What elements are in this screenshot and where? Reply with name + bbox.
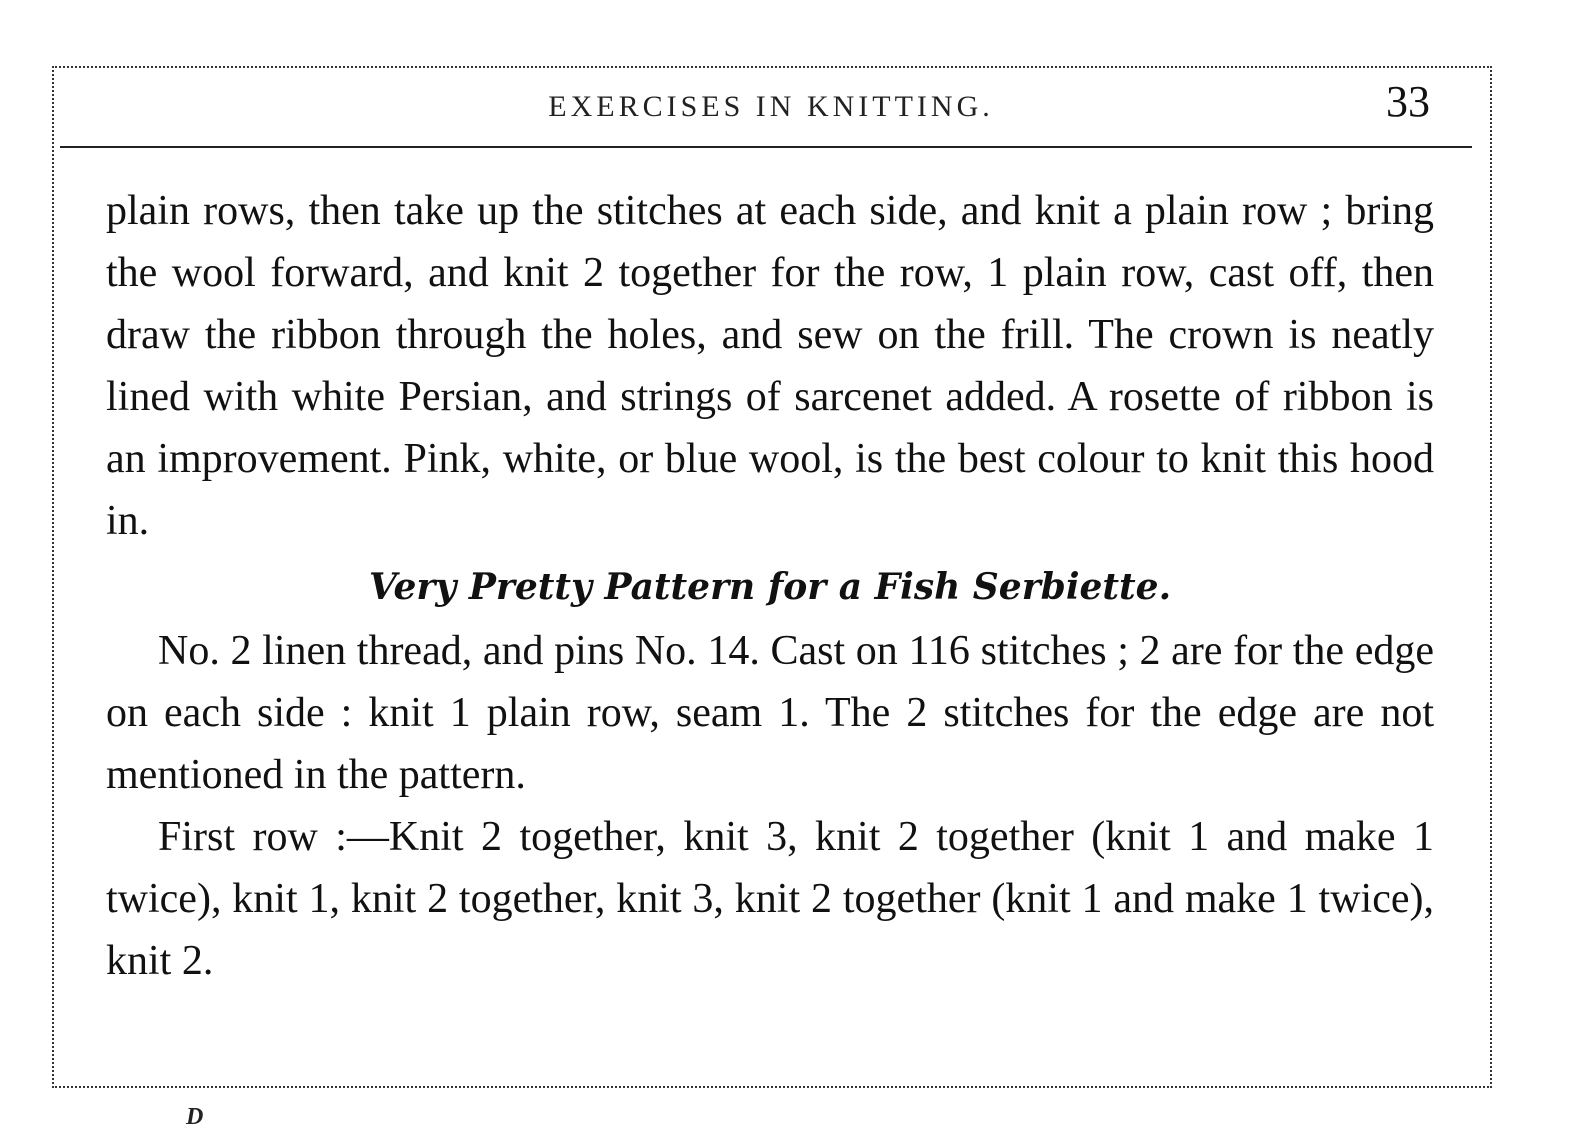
paragraph-first-row: First row :—Knit 2 together, knit 3, knit 2 together (knit 1 and make 1 twice), knit 1, knit 2 together, knit 3, knit 2 together (knit 1 and make 1 twice), knit 2. <box>106 814 1434 984</box>
running-title: EXERCISES IN KNITTING. <box>548 90 994 123</box>
section-heading: Very Pretty Pattern for a Fish Serbiette. <box>368 566 1172 608</box>
paragraph-materials: No. 2 linen thread, and pins No. 14. Cast on 116 stitches ; 2 are for the edge on each side : knit 1 plain row, seam 1. The 2 stitches for the edge are not mentioned in the pattern. <box>106 628 1434 798</box>
header-rule <box>60 146 1472 148</box>
signature-mark: D <box>186 1104 204 1130</box>
page-number: 33 <box>1386 77 1430 126</box>
running-head <box>56 78 1486 134</box>
body-text <box>106 180 1434 992</box>
paragraph-hood-instructions: plain rows, then take up the stitches at each side, and knit a plain row ; bring the wool forward, and knit 2 together for the row, 1 plain row, cast off, then draw the ribbon through the holes, and sew on the frill. The crown is neatly lined with white Persian, and strings of sarcenet added. A rosette of ribbon is an improvement. Pink, white, or blue wool, is the best colour to knit this hood in. <box>106 188 1434 544</box>
